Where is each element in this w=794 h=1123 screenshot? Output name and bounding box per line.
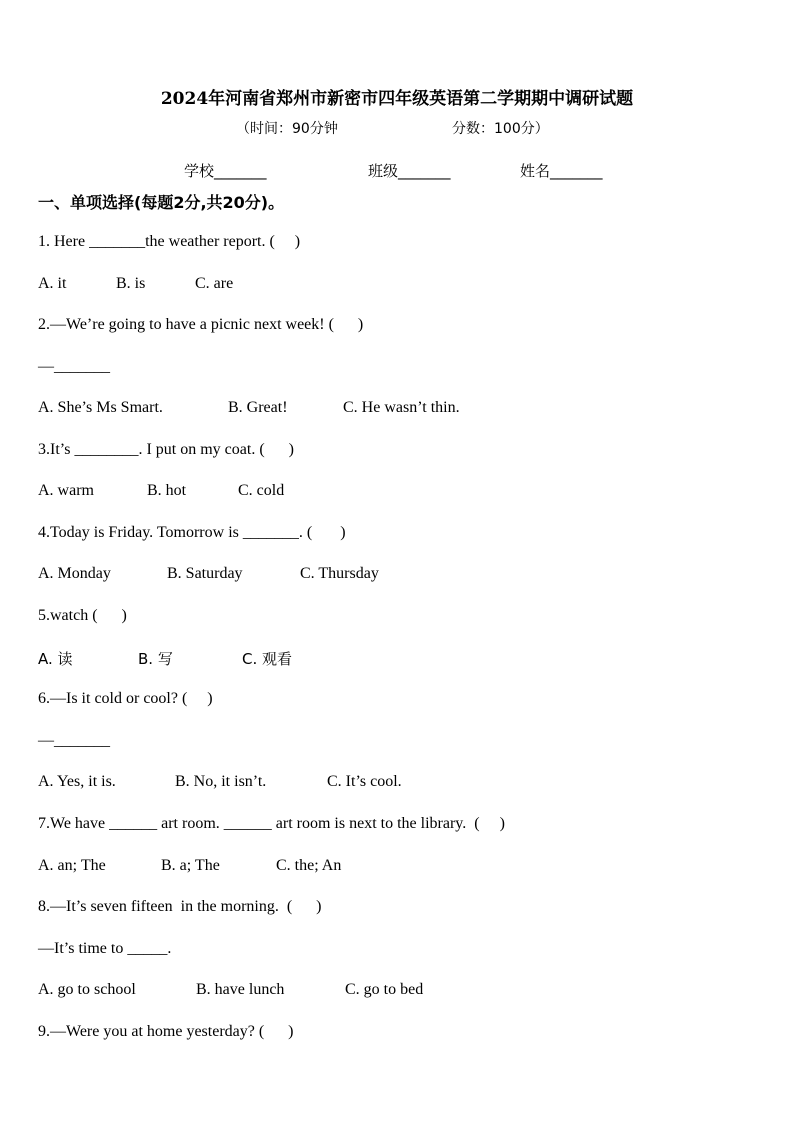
question-3: 3.It’s ________. I put on my coat. ( ) bbox=[38, 441, 294, 458]
option-b: B. is bbox=[116, 275, 146, 292]
option-b: B. No, it isn’t. bbox=[175, 773, 267, 790]
option-b: B. hot bbox=[147, 482, 187, 499]
section-title: 一、单项选择(每题2分,共20分)。 bbox=[38, 193, 285, 212]
class-field: 班级_______ bbox=[368, 162, 451, 180]
question-2: 2.—We’re going to have a picnic next week! ( ) bbox=[38, 316, 364, 333]
reply-6: —_______ bbox=[38, 732, 110, 749]
option-a: A. it bbox=[38, 275, 67, 292]
option-c: C. He wasn’t thin. bbox=[343, 399, 460, 416]
option-c: C. Thursday bbox=[300, 565, 379, 582]
option-a: A. She’s Ms Smart. bbox=[38, 399, 163, 416]
reply-2: —_______ bbox=[38, 358, 110, 375]
question-8: 8.—It’s seven fifteen in the morning. ( ) bbox=[38, 898, 322, 915]
question-4: 4.Today is Friday. Tomorrow is _______. ( ) bbox=[38, 524, 346, 541]
option-b: B. have lunch bbox=[196, 981, 285, 998]
option-a: A. warm bbox=[38, 482, 94, 499]
option-b: B. 写 bbox=[138, 650, 173, 668]
option-a: A. 读 bbox=[38, 650, 73, 668]
option-b: B. a; The bbox=[161, 857, 220, 874]
question-9: 9.—Were you at home yesterday? ( ) bbox=[38, 1023, 294, 1040]
option-b: B. Saturday bbox=[167, 565, 243, 582]
question-6: 6.—Is it cold or cool? ( ) bbox=[38, 690, 213, 707]
name-field: 姓名_______ bbox=[520, 162, 603, 180]
exam-time: （时间：90分钟 bbox=[236, 121, 338, 137]
question-1: 1. Here _______the weather report. ( ) bbox=[38, 233, 301, 250]
exam-score: 分数：100分） bbox=[452, 121, 549, 137]
option-c: C. cold bbox=[238, 482, 285, 499]
option-a: A. Yes, it is. bbox=[38, 773, 116, 790]
question-7: 7.We have ______ art room. ______ art room is next to the library. ( ) bbox=[38, 815, 505, 832]
question-5: 5.watch ( ) bbox=[38, 607, 127, 624]
option-a: A. an; The bbox=[38, 857, 106, 874]
option-c: C. are bbox=[195, 275, 234, 292]
option-b: B. Great! bbox=[228, 399, 288, 416]
option-a: A. Monday bbox=[38, 565, 111, 582]
option-a: A. go to school bbox=[38, 981, 136, 998]
school-field: 学校_______ bbox=[184, 162, 267, 180]
option-c: C. 观看 bbox=[242, 650, 293, 668]
page-title: 2024年河南省郑州市新密市四年级英语第二学期期中调研试题 bbox=[160, 89, 634, 109]
option-c: C. It’s cool. bbox=[327, 773, 402, 790]
reply-8: —It’s time to _____. bbox=[38, 940, 172, 957]
option-c: C. go to bed bbox=[345, 981, 424, 998]
option-c: C. the; An bbox=[276, 857, 342, 874]
